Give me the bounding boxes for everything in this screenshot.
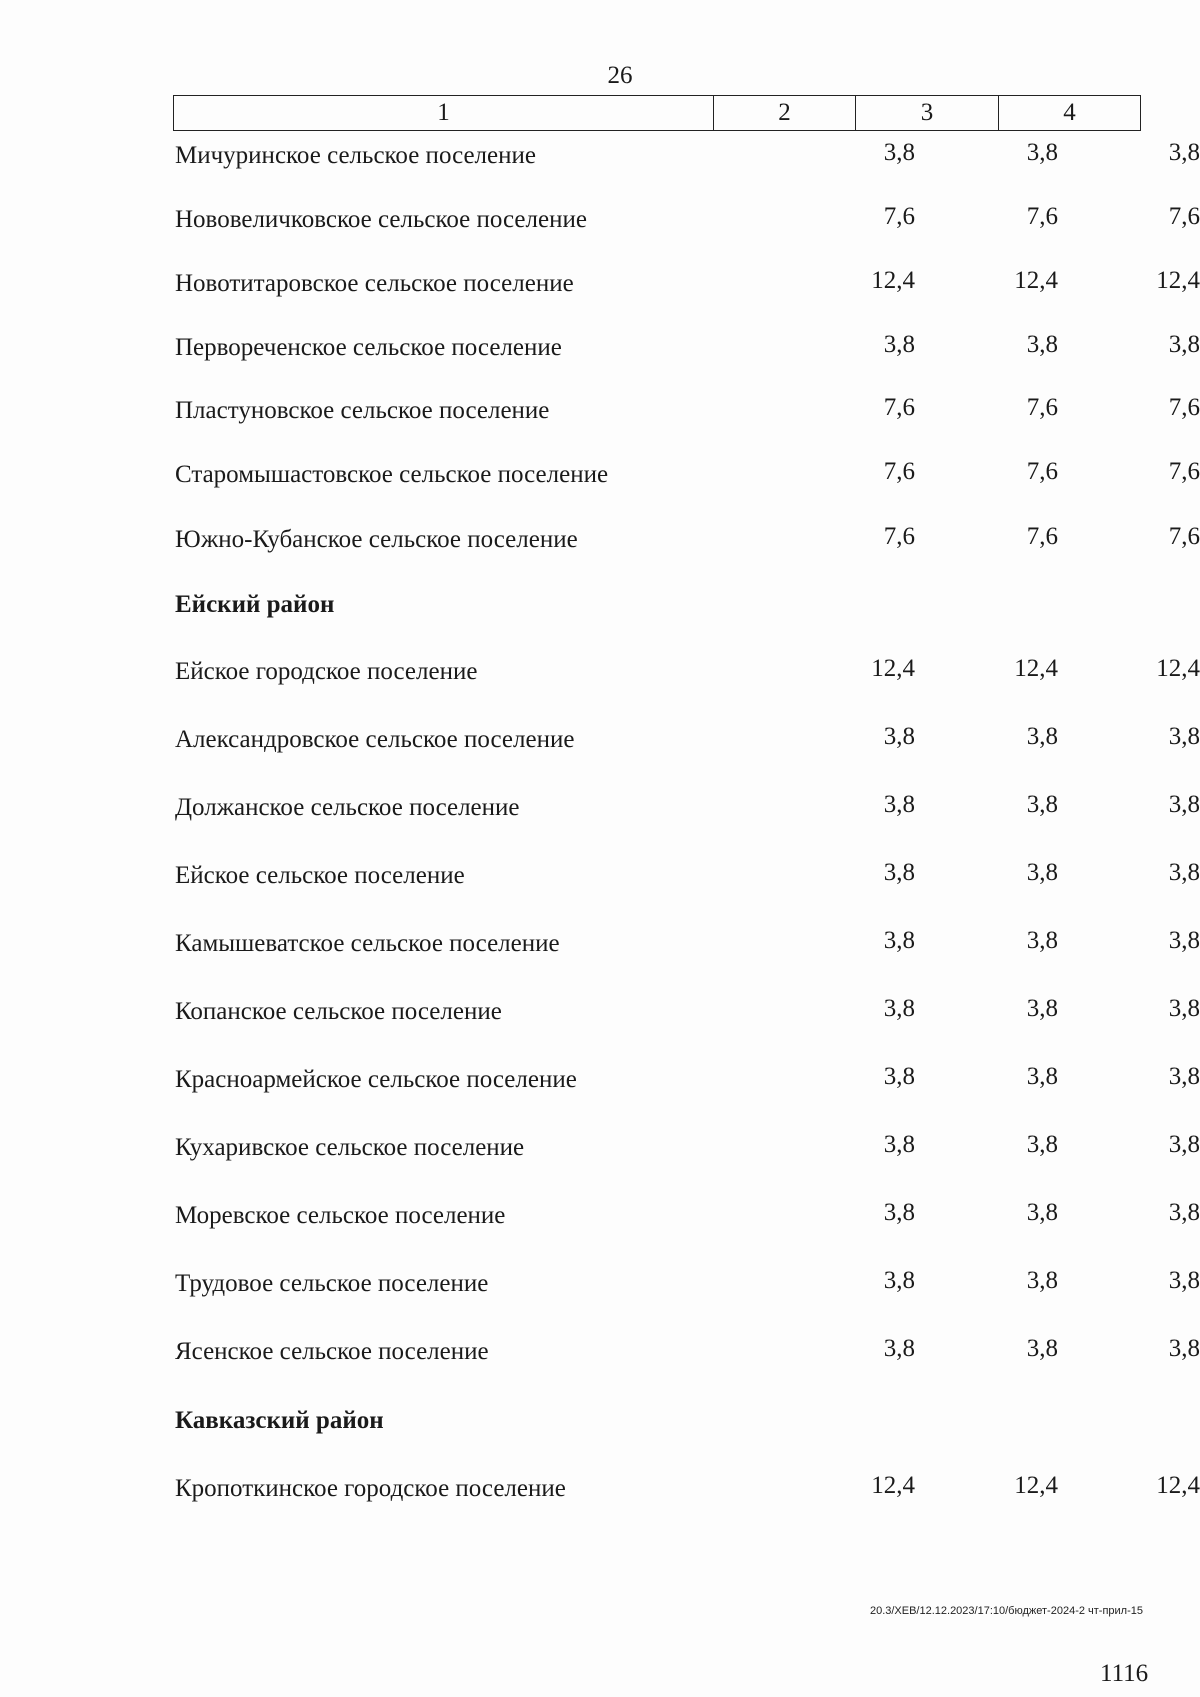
- value-col-4: 7,6: [1168, 394, 1200, 421]
- section-heading: [175, 585, 1141, 625]
- value-col-2: 7,6: [883, 203, 915, 230]
- table-row: [175, 924, 1200, 964]
- district-name: Кавказский район: [175, 1407, 384, 1434]
- value-col-3: 3,8: [1026, 1199, 1058, 1226]
- value-col-2: 3,8: [883, 995, 915, 1022]
- value-col-4: 3,8: [1168, 139, 1200, 166]
- table-row: [175, 1196, 1200, 1236]
- settlement-name: Ейское городское поселение: [175, 658, 478, 685]
- value-col-4: 7,6: [1168, 523, 1200, 550]
- value-col-3: 12,4: [1014, 1472, 1058, 1499]
- table-row: [175, 264, 1200, 304]
- value-col-2: 7,6: [883, 523, 915, 550]
- value-col-2: 3,8: [883, 1063, 915, 1090]
- value-col-2: 7,6: [883, 458, 915, 485]
- value-col-3: 3,8: [1026, 995, 1058, 1022]
- value-col-4: 3,8: [1168, 791, 1200, 818]
- settlement-name: Ясенское сельское поселение: [175, 1338, 489, 1365]
- sheet-number: 1116: [1100, 1660, 1149, 1687]
- value-col-2: 3,8: [883, 791, 915, 818]
- table-row: [175, 520, 1200, 560]
- value-col-4: 12,4: [1156, 267, 1200, 294]
- value-col-2: 12,4: [871, 1472, 915, 1499]
- value-col-3: 3,8: [1026, 1063, 1058, 1090]
- settlement-name: Кропоткинское городское поселение: [175, 1475, 566, 1502]
- value-col-4: 3,8: [1168, 331, 1200, 358]
- value-col-2: 3,8: [883, 723, 915, 750]
- value-col-3: 3,8: [1026, 1131, 1058, 1158]
- value-col-2: 3,8: [883, 1267, 915, 1294]
- value-col-4: 3,8: [1168, 859, 1200, 886]
- settlement-name: Камышеватское сельское поселение: [175, 930, 560, 957]
- settlement-name: Трудовое сельское поселение: [175, 1270, 489, 1297]
- value-col-2: 3,8: [883, 139, 915, 166]
- value-col-4: 7,6: [1168, 458, 1200, 485]
- settlement-name: Нововеличковское сельское поселение: [175, 206, 587, 233]
- value-col-2: 3,8: [883, 331, 915, 358]
- settlement-name: Первореченское сельское поселение: [175, 334, 562, 361]
- value-col-4: 3,8: [1168, 1131, 1200, 1158]
- value-col-3: 3,8: [1026, 139, 1058, 166]
- value-col-3: 3,8: [1026, 331, 1058, 358]
- value-col-4: 7,6: [1168, 203, 1200, 230]
- value-col-3: 12,4: [1014, 655, 1058, 682]
- header-col-1: 1: [174, 96, 714, 130]
- value-col-3: 12,4: [1014, 267, 1058, 294]
- table-row: [175, 136, 1200, 176]
- value-col-3: 3,8: [1026, 927, 1058, 954]
- settlement-name: Южно-Кубанское сельское поселение: [175, 526, 578, 553]
- value-col-3: 7,6: [1026, 203, 1058, 230]
- table-row: [175, 1332, 1200, 1372]
- value-col-4: 3,8: [1168, 927, 1200, 954]
- value-col-3: 7,6: [1026, 394, 1058, 421]
- page-number: 26: [607, 62, 633, 89]
- value-col-2: 3,8: [883, 1335, 915, 1362]
- value-col-4: 3,8: [1168, 1267, 1200, 1294]
- value-col-2: 12,4: [871, 267, 915, 294]
- table-row: [175, 1264, 1200, 1304]
- value-col-4: 12,4: [1156, 1472, 1200, 1499]
- value-col-3: 7,6: [1026, 523, 1058, 550]
- value-col-4: 3,8: [1168, 1063, 1200, 1090]
- settlement-name: Копанское сельское поселение: [175, 998, 502, 1025]
- section-heading: [175, 1401, 1141, 1441]
- settlement-name: Ейское сельское поселение: [175, 862, 465, 889]
- settlement-name: Кухаривское сельское поселение: [175, 1134, 525, 1161]
- document-code: 20.3/ХЕВ/12.12.2023/17:10/бюджет-2024-2 чт-прил-15: [869, 1605, 1143, 1617]
- header-col-3: 3: [856, 96, 999, 130]
- settlement-name: Красноармейское сельское поселение: [175, 1066, 577, 1093]
- table-row: [175, 652, 1200, 692]
- settlement-name: Новотитаровское сельское поселение: [175, 270, 574, 297]
- value-col-4: 3,8: [1168, 1335, 1200, 1362]
- value-col-3: 3,8: [1026, 791, 1058, 818]
- table-row: [175, 328, 1200, 368]
- value-col-3: 7,6: [1026, 458, 1058, 485]
- value-col-4: 12,4: [1156, 655, 1200, 682]
- value-col-2: 3,8: [883, 1199, 915, 1226]
- table-row: [175, 720, 1200, 760]
- value-col-2: 3,8: [883, 927, 915, 954]
- settlement-name: Старомышастовское сельское поселение: [175, 461, 609, 488]
- value-col-2: 12,4: [871, 655, 915, 682]
- settlement-name: Моревское сельское поселение: [175, 1202, 506, 1229]
- settlement-name: Мичуринское сельское поселение: [175, 142, 536, 169]
- district-name: Ейский район: [175, 591, 335, 618]
- value-col-4: 3,8: [1168, 723, 1200, 750]
- value-col-4: 3,8: [1168, 995, 1200, 1022]
- value-col-3: 3,8: [1026, 723, 1058, 750]
- table-row: [175, 391, 1200, 431]
- settlement-name: Должанское сельское поселение: [175, 794, 520, 821]
- value-col-2: 7,6: [883, 394, 915, 421]
- table-header: [173, 95, 1141, 131]
- value-col-4: 3,8: [1168, 1199, 1200, 1226]
- value-col-2: 3,8: [883, 859, 915, 886]
- value-col-3: 3,8: [1026, 1335, 1058, 1362]
- table-row: [175, 1128, 1200, 1168]
- table-row: [175, 992, 1200, 1032]
- table-row: [175, 788, 1200, 828]
- header-col-4: 4: [1063, 99, 1076, 126]
- value-col-3: 3,8: [1026, 859, 1058, 886]
- value-col-2: 3,8: [883, 1131, 915, 1158]
- table-row: [175, 455, 1200, 495]
- table-row: [175, 1060, 1200, 1100]
- settlement-name: Пластуновское сельское поселение: [175, 397, 550, 424]
- table-row: [175, 200, 1200, 240]
- table-row: [175, 856, 1200, 896]
- table-row: [175, 1469, 1200, 1509]
- settlement-name: Александровское сельское поселение: [175, 726, 575, 753]
- header-col-2: 2: [714, 96, 856, 130]
- value-col-3: 3,8: [1026, 1267, 1058, 1294]
